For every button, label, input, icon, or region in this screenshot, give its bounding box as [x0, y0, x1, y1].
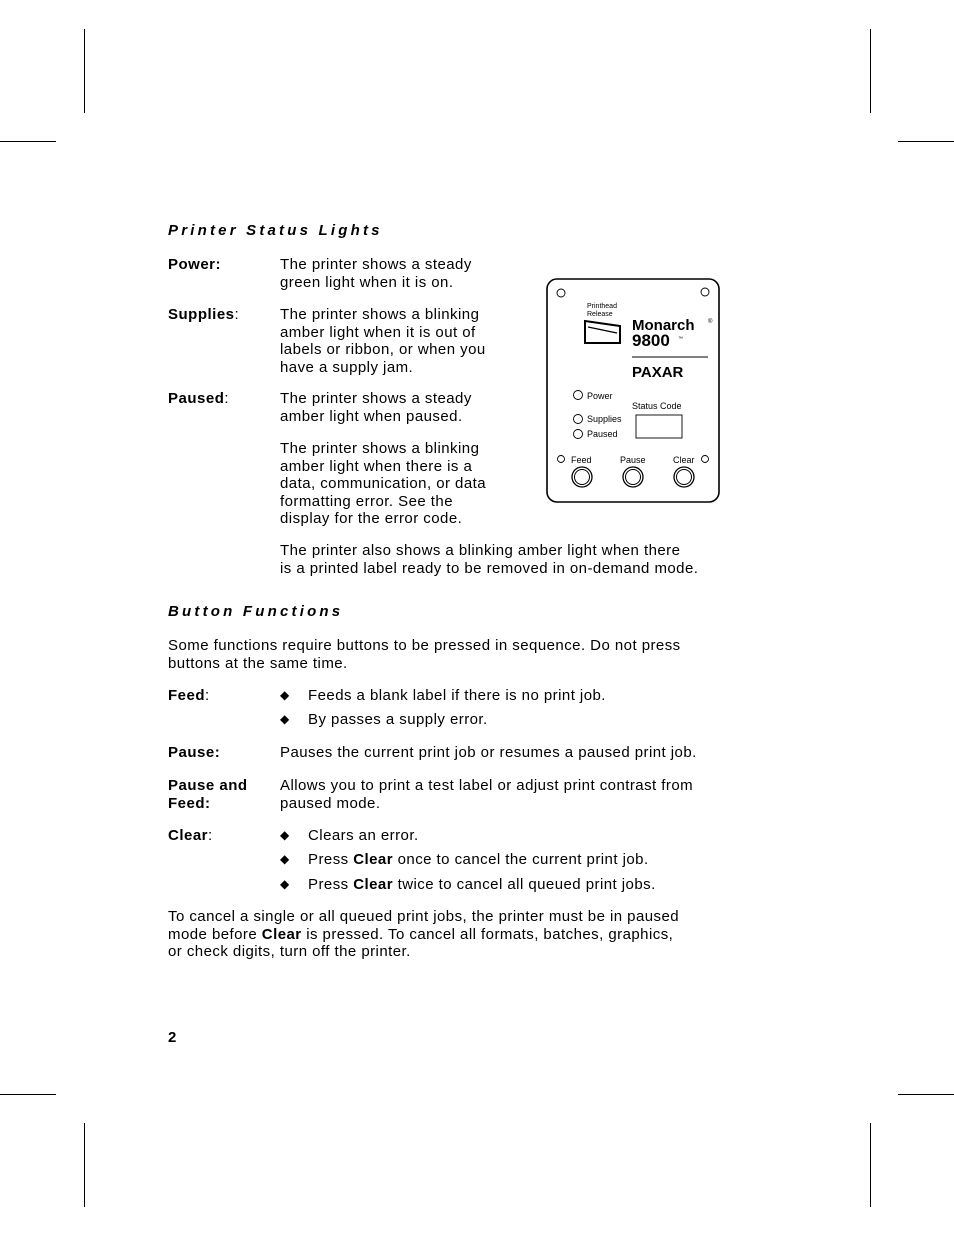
- brand-paxar: PAXAR: [632, 364, 684, 381]
- clear-bullet-3: Press Clear twice to cancel all queued print jobs.: [308, 876, 656, 893]
- section-heading: Printer Status Lights: [168, 222, 383, 239]
- supplies-led-label: Supplies: [587, 414, 622, 424]
- registered-mark: ®: [708, 319, 713, 325]
- pause-label: Pause:: [168, 744, 221, 761]
- pause-button: [623, 467, 643, 487]
- corner-led: [557, 289, 565, 297]
- supplies-description: The printer shows a blinking amber light when it is out of labels or ribbon, or when you have a supply jam.: [280, 306, 486, 376]
- panel-outline: [547, 279, 719, 502]
- bullet-icon: ◆: [280, 828, 290, 842]
- feed-button-label: Feed: [571, 455, 592, 465]
- bullet-icon: ◆: [280, 877, 290, 891]
- clear-bullet-2: Press Clear once to cancel the current print job.: [308, 851, 649, 868]
- paused-led: [574, 430, 583, 439]
- brand-monarch: Monarch: [632, 317, 695, 334]
- pause-button-label: Pause: [620, 455, 646, 465]
- power-led-label: Power: [587, 391, 613, 401]
- feed-bullet-1: Feeds a blank label if there is no print job.: [308, 687, 606, 704]
- feed-bullet-2: By passes a supply error.: [308, 711, 488, 728]
- paused-led-label: Paused: [587, 429, 618, 439]
- paused-description: The printer shows a steady amber light when paused.: [280, 390, 472, 425]
- printhead-label: Printhead: [587, 303, 617, 310]
- power-description: The printer shows a steady green light when it is on.: [280, 256, 472, 291]
- status-code-label: Status Code: [632, 401, 682, 411]
- pause-and-feed-label: Pause and Feed:: [168, 777, 248, 812]
- paused-label: Paused:: [168, 390, 230, 407]
- feed-label: Feed:: [168, 687, 210, 704]
- clear-led: [702, 456, 709, 463]
- cancel-jobs-note: To cancel a single or all queued print jobs, the printer must be in paused mode before Clear is pressed. To cancel all formats, batches, graphics, or check digits, turn off the printer.: [168, 908, 680, 960]
- status-code-display: [636, 415, 682, 438]
- section-heading: Button Functions: [168, 603, 344, 620]
- release-label: Release: [587, 311, 613, 318]
- model-9800: 9800: [632, 331, 670, 350]
- clear-label: Clear:: [168, 827, 213, 844]
- printhead-release-icon: [585, 321, 620, 343]
- pause-description: Pauses the current print job or resumes a paused print job.: [280, 744, 697, 761]
- supplies-label: Supplies:: [168, 306, 240, 323]
- clear-bullet-1: Clears an error.: [308, 827, 419, 844]
- power-led: [574, 391, 583, 400]
- page-number: 2: [168, 1029, 177, 1046]
- on-demand-note: The printer also shows a blinking amber light when there is a printed label ready to be removed in on-demand mode.: [280, 542, 699, 577]
- bullet-icon: ◆: [280, 712, 290, 726]
- power-label: Power:: [168, 256, 222, 273]
- supplies-led: [574, 415, 583, 424]
- bullet-icon: ◆: [280, 688, 290, 702]
- feed-button: [572, 467, 592, 487]
- button-intro: Some functions require buttons to be pressed in sequence. Do not press buttons at the same time.: [168, 637, 681, 672]
- pause-and-feed-description: Allows you to print a test label or adjust print contrast from paused mode.: [280, 777, 694, 812]
- clear-button-label: Clear: [673, 455, 695, 465]
- bullet-icon: ◆: [280, 852, 290, 866]
- corner-led: [701, 288, 709, 296]
- paused-blinking-description: The printer shows a blinking amber light when there is a data, communication, or data formatting error. See the display for the error code.: [280, 440, 487, 527]
- feed-led: [558, 456, 565, 463]
- clear-button: [674, 467, 694, 487]
- trademark-mark: ™: [678, 336, 683, 342]
